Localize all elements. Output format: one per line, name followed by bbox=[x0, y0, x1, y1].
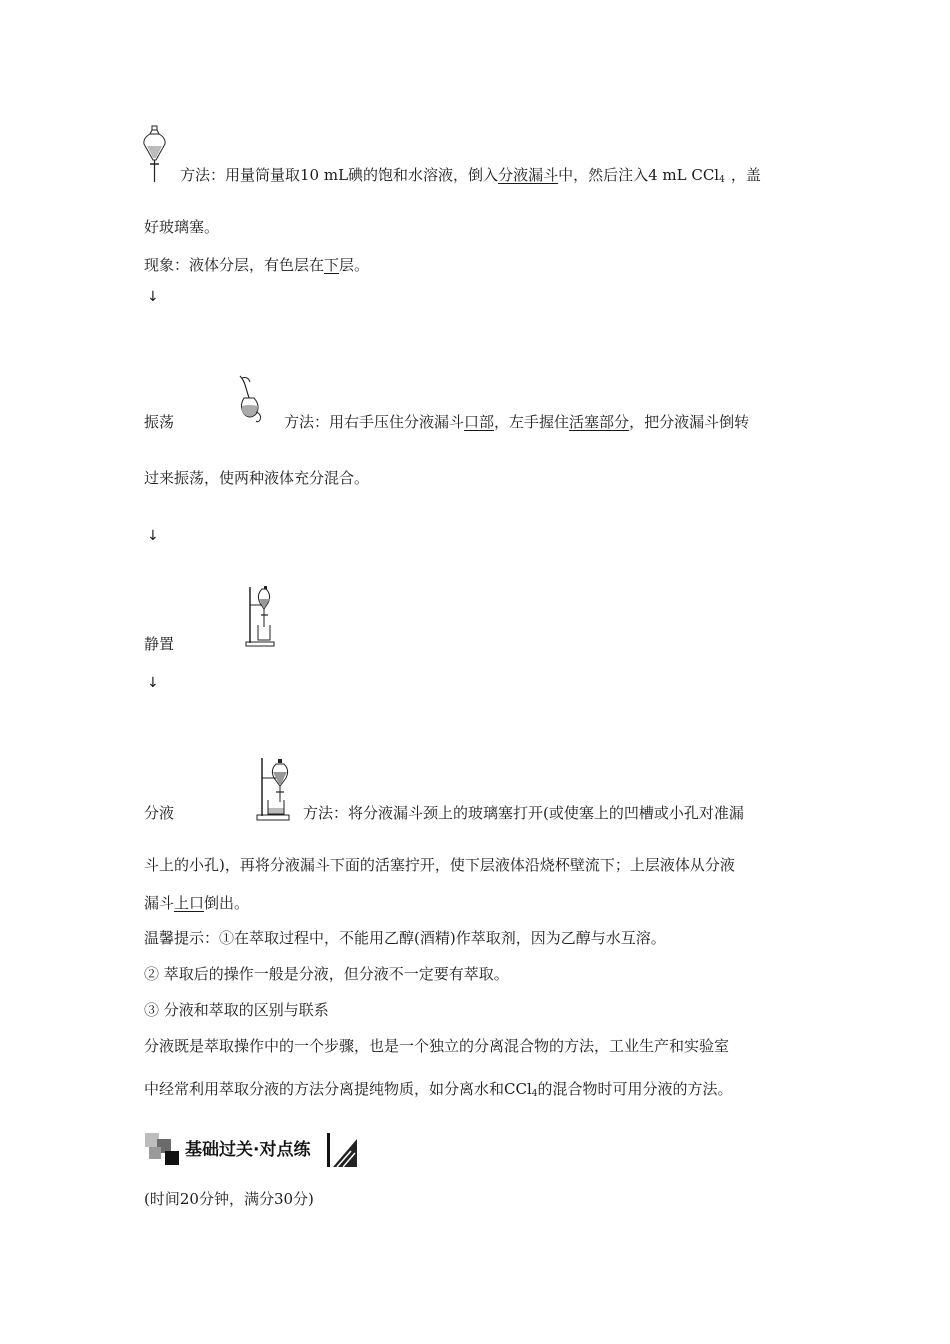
step1-phenomenon: 现象：液体分层，有色层在下层。 bbox=[144, 256, 370, 274]
term-upper-mouth: 上口 bbox=[174, 894, 205, 912]
step2-method-line1: 方法：用右手压住分液漏斗口部，左手握住活塞部分，把分液漏斗倒转 bbox=[284, 413, 750, 431]
standing-funnel-on-stand-icon bbox=[246, 585, 276, 647]
term-separatory-funnel: 分液漏斗 bbox=[498, 166, 559, 184]
down-arrow-1: ↓ bbox=[147, 289, 159, 305]
step4-method-line1: 方法：将分液漏斗颈上的玻璃塞打开(或使塞上的凹槽或小孔对准漏 bbox=[303, 804, 744, 822]
tip-line-5: 中经常利用萃取分液的方法分离提纯物质，如分离水和CCl$_4$的混合物时可用分液的方法。 bbox=[144, 1080, 733, 1099]
step1-method-line1: 方法：用量筒量取10 mL碘的饱和水溶液，倒入分液漏斗中，然后注入4 mL CCl$_4$ ，盖 bbox=[180, 166, 761, 185]
down-arrow-2: ↓ bbox=[147, 528, 159, 544]
separatory-funnel-icon bbox=[143, 126, 167, 184]
down-arrow-3: ↓ bbox=[147, 675, 159, 691]
shaking-funnel-icon bbox=[236, 374, 266, 426]
step4-method-line2: 斗上的小孔)，再将分液漏斗下面的活塞拧开，使下层液体沿烧杯壁流下；上层液体从分液 bbox=[144, 856, 735, 874]
separating-liquid-apparatus-icon bbox=[256, 758, 290, 822]
step4-method-line3: 漏斗上口倒出。 bbox=[144, 894, 250, 912]
tip-line-2: ② 萃取后的操作一般是分液，但分液不一定要有萃取。 bbox=[144, 965, 509, 983]
tip-line-1: 温馨提示：①在萃取过程中，不能用乙醇(酒精)作萃取剂，因为乙醇与水互溶。 bbox=[144, 929, 666, 947]
term-stopcock: 活塞部分 bbox=[569, 413, 630, 431]
time-note: (时间20分钟，满分30分) bbox=[144, 1190, 314, 1208]
step2-method-line2: 过来振荡，使两种液体充分混合。 bbox=[144, 469, 370, 487]
step2-title: 振荡 bbox=[144, 413, 175, 431]
step1-method-line2: 好玻璃塞。 bbox=[144, 218, 220, 236]
tip-line-4: 分液既是萃取操作中的一个步骤，也是一个独立的分离混合物的方法，工业生产和实验室 bbox=[144, 1037, 730, 1055]
tip-line-3: ③ 分液和萃取的区别与联系 bbox=[144, 1001, 329, 1019]
banner-title: 基础过关·对点练 bbox=[181, 1137, 314, 1163]
step3-title: 静置 bbox=[144, 635, 175, 653]
term-mouth: 口部 bbox=[464, 413, 495, 431]
step4-title: 分液 bbox=[144, 804, 175, 822]
section-banner bbox=[143, 1133, 361, 1169]
banner-slash-decoration bbox=[327, 1133, 361, 1169]
